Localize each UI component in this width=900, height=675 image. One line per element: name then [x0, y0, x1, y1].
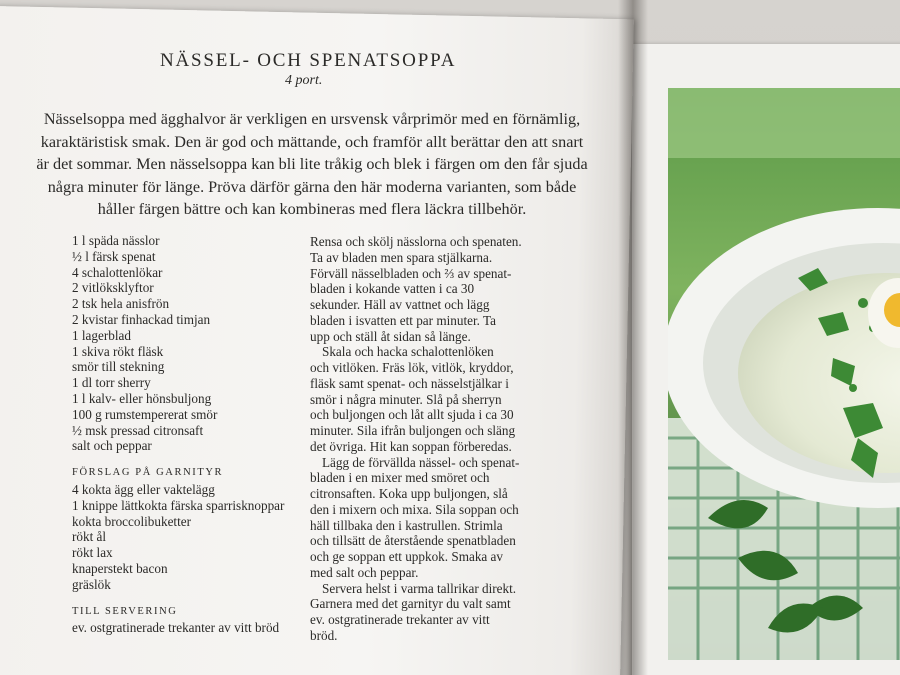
- recipe-title: NÄSSEL- OCH SPENATSOPPA: [160, 50, 457, 71]
- method-column: [310, 234, 538, 644]
- method-line: det övriga. Hit kan soppan förberedas.: [310, 438, 512, 454]
- ingredient-item: 1 l kalv- eller hönsbuljong: [72, 390, 212, 406]
- intro-line: är det sommar. Men nässelsoppa kan bli lite tråkig och blek i färgen om den får sjuda: [36, 155, 588, 173]
- ingredient-item: 1 l späda nässlor: [72, 233, 160, 248]
- intro-line: håller färgen bättre och kan kombineras med flera läckra tillbehör.: [97, 200, 527, 218]
- garnish-item: kokta broccolibuketter: [72, 513, 192, 529]
- serving-heading: TILL SERVERING: [72, 605, 178, 617]
- ingredient-item: 1 skiva rökt fläsk: [72, 343, 164, 359]
- garnish-item: 4 kokta ägg eller vaktelägg: [72, 481, 215, 497]
- garnish-item: rökt ål: [72, 529, 107, 545]
- method-line: Skala och hacka schalottenlöken: [322, 344, 494, 360]
- method-line: häll tillbaka den i kastrullen. Strimla: [310, 517, 503, 533]
- intro-line: Nässelsoppa med ägghalvor är verkligen en ursvensk vårprimör med en förnämlig,: [43, 110, 581, 128]
- ingredient-item: 4 schalottenlökar: [72, 264, 163, 280]
- method-line: Lägg de förvällda nässel- och spenat-: [322, 454, 520, 470]
- book-gutter-shadow: [618, 0, 648, 675]
- method-line: sekunder. Häll av vattnet och lägg: [310, 297, 490, 312]
- method-line: bladen i isvatten ett par minuter. Ta: [310, 312, 496, 328]
- method-line: Garnera med det garnityr du valt samt: [310, 596, 511, 612]
- method-line: citronsaften. Koka upp buljongen, slå: [310, 486, 508, 501]
- soup-photo: [668, 88, 900, 660]
- method-line: och tillsätt de återstående spenatbladen: [310, 533, 516, 549]
- intro-line: några minuter för länge. Pröva därför gärna den här moderna varianten, som både: [47, 177, 577, 196]
- garnish-item: 1 knippe lättkokta färska sparrisknoppar: [72, 497, 285, 513]
- serving-item: ev. ostgratinerade trekanter av vitt bröd: [72, 620, 280, 636]
- ingredient-item: 1 dl torr sherry: [72, 375, 151, 391]
- garnish-item: gräslök: [72, 576, 111, 592]
- method-line: Rensa och skölj nässlorna och spenaten.: [310, 234, 522, 249]
- method-line: och ge soppan ett uppkok. Smaka av: [310, 549, 504, 564]
- ingredient-item: 2 tsk hela anisfrön: [72, 296, 170, 312]
- method-line: med salt och peppar.: [310, 564, 419, 580]
- ingredient-item: ½ msk pressad citronsaft: [72, 422, 204, 438]
- garnish-item: knaperstekt bacon: [72, 560, 168, 576]
- garnish-item: rökt lax: [72, 545, 113, 561]
- method-line: och buljongen och låt allt sjuda i ca 30: [310, 407, 514, 423]
- ingredient-item: 100 g rumstempererat smör: [72, 406, 218, 422]
- ingredient-item: 2 vitlöksklyftor: [72, 280, 154, 296]
- method-line: den i mixern och mixa. Sila soppan och: [310, 501, 519, 517]
- method-line: bladen i en mixer med smöret och: [310, 470, 490, 486]
- ingredient-column: [72, 233, 312, 636]
- ingredient-item: smör till stekning: [72, 359, 165, 375]
- method-line: bladen i kokande vatten i ca 30: [310, 281, 475, 297]
- ingredient-item: 2 kvistar finhackad timjan: [72, 311, 211, 327]
- garnish-heading: FÖRSLAG PÅ GARNITYR: [72, 467, 224, 479]
- method-line: upp och ställ åt sidan så länge.: [310, 328, 471, 344]
- servings-label: 4 port.: [285, 73, 323, 88]
- method-line: Ta av bladen men spara stjälkarna.: [310, 249, 493, 265]
- method-line: minuter. Sila ifrån buljongen och släng: [310, 423, 516, 438]
- recipe-intro: [22, 108, 602, 221]
- ingredient-item: ½ l färsk spenat: [72, 248, 156, 264]
- method-line: bröd.: [310, 627, 338, 643]
- method-line: smör i några minuter. Slå på sherryn: [310, 391, 502, 407]
- method-line: Förväll nässelbladen och ⅔ av spenat-: [310, 265, 512, 281]
- ingredient-item: 1 lagerblad: [72, 327, 131, 343]
- method-line: ev. ostgratinerade trekanter av vitt: [310, 612, 490, 627]
- method-line: fläsk samt spenat- och nässelstjälkar i: [310, 375, 509, 391]
- soup-bowl-illustration: [668, 88, 900, 660]
- intro-line: karaktäristisk smak. Den är god och mättande, och framför allt berättar den att snart: [40, 132, 584, 151]
- method-line: och vitlöken. Fräs lök, vitlök, kryddor,: [310, 360, 514, 375]
- ingredient-item: salt och peppar: [72, 438, 152, 454]
- method-line: Servera helst i varma tallrikar direkt.: [322, 580, 517, 596]
